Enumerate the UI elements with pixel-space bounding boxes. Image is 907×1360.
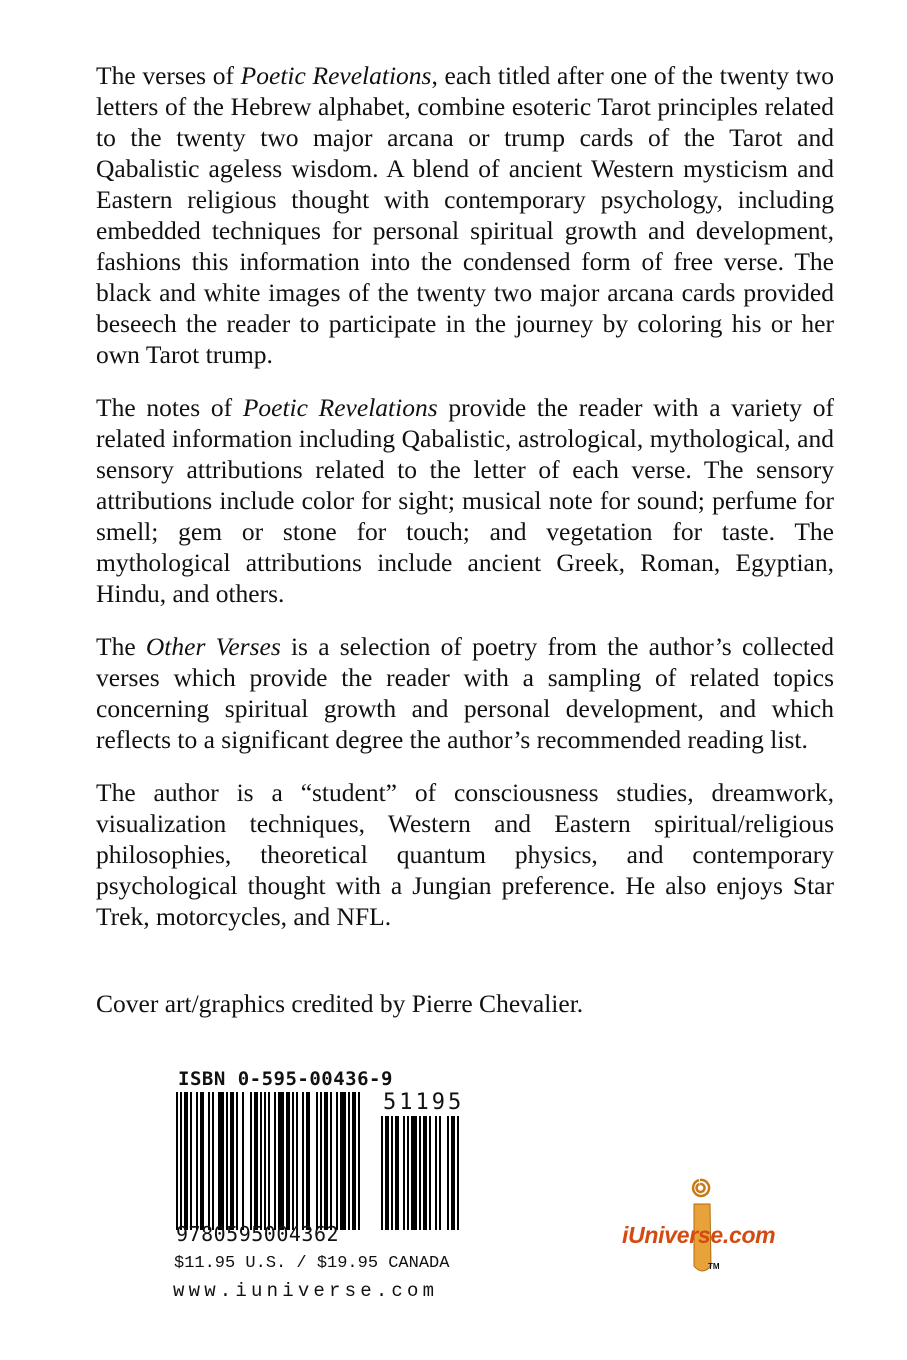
barcode-bar	[429, 1116, 431, 1230]
isbn-label: ISBN 0-595-00436-9	[178, 1068, 393, 1090]
barcode-bar	[435, 1116, 437, 1230]
paragraph-text: The notes of	[96, 393, 243, 422]
iuniverse-logo-text: iUniverse.com	[622, 1222, 776, 1248]
barcode-bar	[324, 1092, 328, 1230]
barcode-bar	[196, 1092, 198, 1230]
barcode-bar	[407, 1116, 409, 1230]
italic-title: Poetic Revelations	[240, 61, 432, 90]
paragraph-3	[96, 631, 834, 755]
barcode-bar	[180, 1092, 182, 1230]
barcode-bar	[385, 1116, 389, 1230]
ean-barcode	[176, 1092, 370, 1230]
barcode-bar	[381, 1116, 383, 1230]
price-addon-digits: 51195	[383, 1090, 465, 1115]
paragraph-1	[96, 60, 834, 370]
barcode-bar	[403, 1116, 405, 1230]
barcode-bar	[268, 1092, 270, 1230]
barcode-bar	[352, 1092, 356, 1230]
paragraph-text: is a selection of poetry from the author’s collected verses which provide the reader with a sampling of related topics concerning spiritual growth and personal development, and which reflects to a significant degree the author’s recommended reading list.	[96, 632, 834, 754]
barcode-bar	[208, 1092, 210, 1230]
barcode-bar	[391, 1116, 393, 1230]
barcode-bar	[395, 1116, 399, 1230]
barcode-bar	[320, 1092, 322, 1230]
barcode-bar	[230, 1092, 234, 1230]
barcode-bar	[447, 1116, 449, 1230]
barcode-bar	[457, 1116, 459, 1230]
barcode-bar	[212, 1092, 214, 1230]
barcode-bar	[411, 1116, 417, 1230]
paragraph-text: , each titled after one of the twenty two letters of the Hebrew alphabet, combine esoteric Tarot principles related to the twenty two major arcana or trump cards of the Tarot and Qabalistic ageless wisdom. A blend of ancient Western mysticism and Eastern religious thought with contemporary psychology, including embedded techniques for personal spiritual growth and development, fashions this information into the condensed form of free verse. The black and white images of the twenty two major arcana cards provided beseech the reader to participate in the journey by coloring his or her own Tarot trump.	[96, 61, 834, 369]
barcode-bar	[451, 1116, 455, 1230]
paragraph-text: provide the reader with a variety of related information including Qabalistic, astrological, mythological, and sensory attributions related to the letter of each verse. The sensory attributions include color for sight; musical note for sound; perfume for smell; gem or stone for touch; and vegetation for taste. The mythological attributions include ancient Greek, Roman, Egyptian, Hindu, and others.	[96, 393, 834, 608]
paragraph-text: The verses of	[96, 61, 241, 90]
barcode-bar	[278, 1092, 284, 1230]
barcode-bar	[340, 1092, 346, 1230]
website-url: www.iuniverse.com	[173, 1280, 439, 1302]
barcode-bar	[254, 1092, 258, 1230]
barcode-bar	[236, 1092, 238, 1230]
barcode-bar	[439, 1116, 441, 1230]
barcode-bar	[264, 1092, 266, 1230]
paragraph-text: The	[96, 632, 146, 661]
barcode-bar	[292, 1092, 294, 1230]
barcode-bar	[226, 1092, 228, 1230]
barcode-bar	[358, 1092, 360, 1230]
barcode-bar	[200, 1092, 204, 1230]
barcode-bar	[218, 1092, 224, 1230]
cover-art-credit: Cover art/graphics credited by Pierre Chevalier.	[96, 989, 584, 1018]
barcode-bar	[336, 1092, 338, 1230]
ean-digits: 9780595004362	[176, 1222, 340, 1246]
barcode-bar	[330, 1092, 332, 1230]
barcode-bar	[286, 1092, 290, 1230]
barcode-bar	[242, 1092, 244, 1230]
addon-barcode	[381, 1116, 473, 1230]
barcode-bar	[423, 1116, 427, 1230]
paragraph-4	[96, 777, 834, 932]
barcode-bar	[316, 1092, 318, 1230]
barcode-bar	[190, 1092, 192, 1230]
barcode-bar	[348, 1092, 350, 1230]
barcode-bar	[260, 1092, 262, 1230]
barcode-bar	[274, 1092, 276, 1230]
barcode-bar	[419, 1116, 421, 1230]
barcode-bar	[296, 1092, 298, 1230]
paragraph-text: The author is a “student” of consciousness studies, dreamwork, visualization techniques, Western and Eastern spiritual/religious philosophies, theoretical quantum physics, and contemporary psychological thought with a Jungian preference. He also enjoys Star Trek, motorcycles, and NFL.	[96, 778, 834, 931]
back-cover-description	[96, 60, 834, 954]
barcode-bar	[176, 1092, 178, 1230]
paragraph-2	[96, 392, 834, 609]
barcode-bar	[306, 1092, 310, 1230]
barcode-bar	[250, 1092, 252, 1230]
price-line: $11.95 U.S. / $19.95 CANADA	[174, 1254, 450, 1273]
italic-title: Other Verses	[145, 632, 281, 661]
spiral-icon	[693, 1180, 709, 1196]
italic-title: Poetic Revelations	[242, 393, 438, 422]
trademark-mark: TM	[708, 1262, 720, 1271]
barcode-bar	[184, 1092, 188, 1230]
barcode-bar	[302, 1092, 304, 1230]
